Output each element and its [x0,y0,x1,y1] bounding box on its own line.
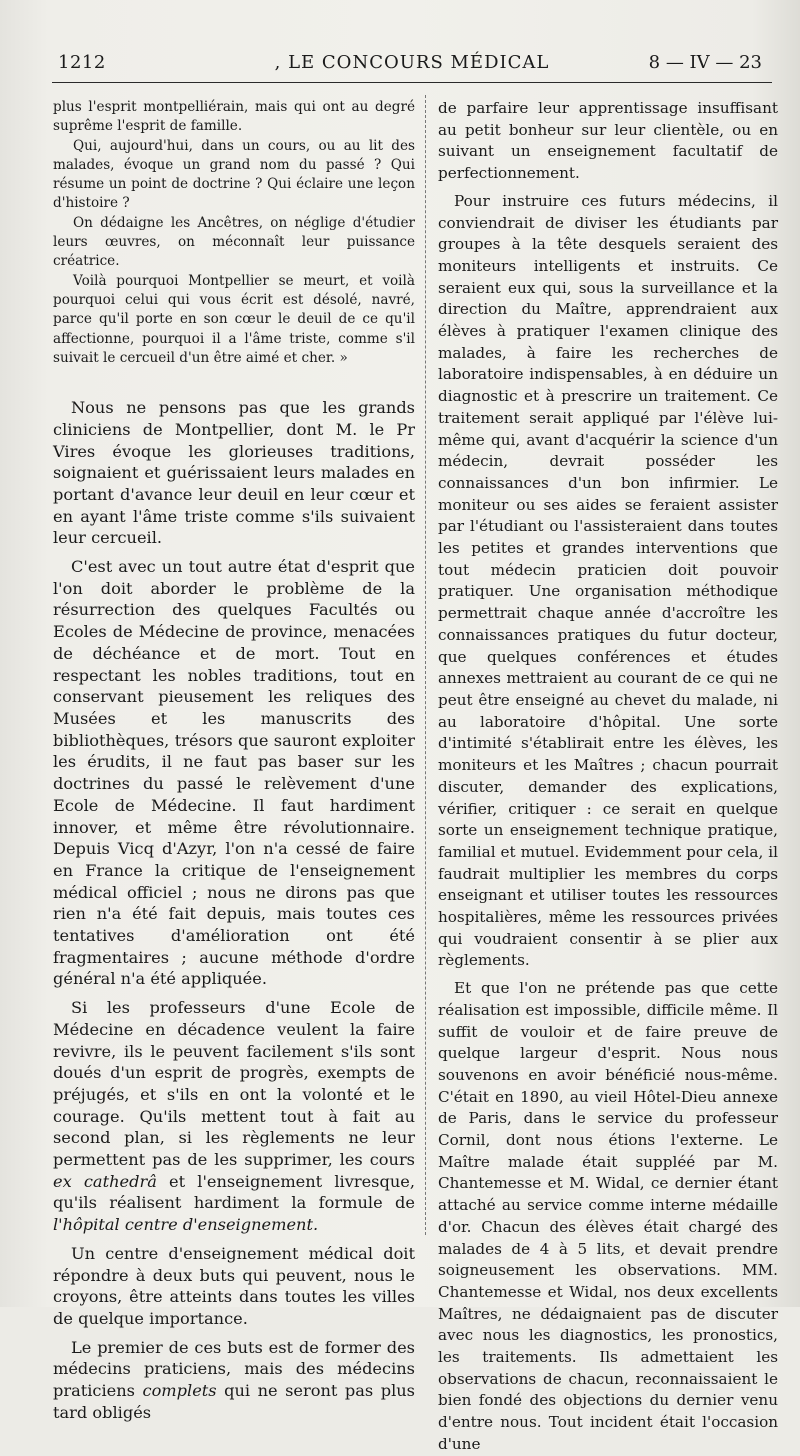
journal-title: , LE CONCOURS MÉDICAL [274,52,550,73]
body-paragraph: Le premier de ces buts est de former des médecins praticiens, mais des médecins praticiens complets qui ne seront pas plus tard obligés [53,1337,415,1422]
body-paragraph: Nous ne pensons pas que les grands cliniciens de Montpellier, dont M. le Pr Vires évoque les glorieuses traditions, soignaient et guérissaient leurs malades en portant d'avance leur deuil en leur cœur et en ayant l'âme triste comme s'ils suivaient leur cercueil. [53,398,415,548]
body-paragraph: Un centre d'enseignement médical doit répondre à deux buts qui peuvent, nous le croyons, être atteints dans toutes les villes de quelque importance. [53,1243,415,1328]
body-paragraph: de parfaire leur apprentissage insuffisant au petit bonheur sur leur clientèle, ou en suivant un enseignement facultatif de perfectionnement. [438,99,778,183]
quote-paragraph: Voilà pourquoi Montpellier se meurt, et voilà pourquoi celui qui vous écrit est désolé, navré, parce qu'il porte en son cœur le deuil de ce qu'il affectionne, pourquoi il a l'âme triste, comme s'il suivait le cercueil d'un être aimé et cher. » [53,272,415,366]
quoted-letter [53,98,415,368]
issue-date: 8 — IV — 23 [648,52,762,73]
body-paragraph: Si les professeurs d'une Ecole de Médecine en décadence veulent la faire revivre, ils le peuvent facilement s'ils sont doués d'un esprit de progrès, exempts de préjugés, et s'ils en ont la volonté et le courage. Qu'ils mettent tout à fait au second plan, si les règlements ne leur permettent pas de les supprimer, les cours ex cathedrâ et l'enseignement livresque, qu'ils réalisent hardiment la formule de l'hôpital centre d'enseignement. [53,998,415,1235]
page-number: 1212 [58,52,106,73]
left-column [53,98,415,1424]
body-paragraph: C'est avec un tout autre état d'esprit que l'on doit aborder le problème de la résurrection des quelques Facultés ou Ecoles de Médecine de province, menacées de déchéance et de mort. Tout en respectant les nobles traditions, tout en conservant pieusement les reliques des Musées et les manuscrits des bibliothèques, trésors que sauront exploiter les érudits, il ne faut pas baser sur les doctrines du passé le relèvement d'une Ecole de Médecine. Il faut hardiment innover, et même être révolutionnaire. Depuis Vicq d'Azyr, l'on n'a cessé de faire en France la critique de l'enseignement médical officiel ; nous ne dirons pas que rien n'a été fait depuis, mais toutes ces tentatives d'amélioration ont été fragmentaires ; aucune méthode d'ordre général n'a été appliquée. [53,557,415,989]
article-body-left [53,397,415,1423]
quote-paragraph: Qui, aujourd'hui, dans un cours, ou au lit des malades, évoque un grand nom du passé ? Qui résume un point de doctrine ? Qui éclaire une leçon d'histoire ? [53,137,415,212]
body-paragraph: Et que l'on ne prétende pas que cette réalisation est impossible, difficile même. Il suffit de vouloir et de faire preuve de quelque largeur d'esprit. Nous nous souvenons en avoir bénéficié nous-même. C'était en 1890, au vieil Hôtel-Dieu annexe de Paris, dans le service du professeur Cornil, dont nous étions l'externe. Le Maître malade était suppléé par M. Chantemesse et M. Widal, ce dernier étant attaché au service comme interne médaille d'or. Chacun des élèves était chargé des malades de 4 à 5 lits, et devait prendre soigneusement les observations. MM. Chantemesse et Widal, nos deux excellents Maîtres, ne dédaignaient pas de discuter avec nous les diagnostics, les pronostics, les traitements. Ils admettaient les observations de chacun, reconnaissaient le bien fondé des objections du dernier venu d'entre nous. Tout incident était l'occasion d'une [438,979,778,1453]
italic-phrase: complets [142,1381,217,1401]
italic-phrase: l'hôpital centre d'enseignement. [53,1215,319,1235]
body-paragraph: Pour instruire ces futurs médecins, il conviendrait de diviser les étudiants par groupes à la tête desquels seraient des moniteurs intelligents et instruits. Ce seraient eux qui, sous la surveillance et la direction du Maître, apprendraient aux élèves à pratiquer l'examen clinique des malades, à faire les recherches de laboratoire indispensables, à en déduire un diagnostic et à prescrire un traitement. Ce traitement serait appliqué par l'élève lui-même qui, avant d'acquérir la science d'un médecin, devrait posséder les connaissances d'un bon infirmier. Le moniteur ou ses aides se feraient assister par l'étudiant ou l'assisteraient dans toutes les petites et grandes interventions que tout médecin praticien doit pouvoir pratiquer. Une organisation méthodique permettrait chaque année d'accroître les connaissances pratiques du futur docteur, que quelques conférences et études annexes mettraient au courant de ce qui ne peut être enseigné au chevet du malade, ni au laboratoire d'hôpital. Une sorte d'intimité s'établirait entre les élèves, les moniteurs et les Maîtres ; chacun pourrait discuter, demander des explications, vérifier, critiquer : ce serait en quelque sorte un enseignement technique pratique, familial et mutuel. Evidemment pour cela, il faudrait multiplier les membres du corps enseignant et utiliser toutes les ressources hospitalières, même les ressources privées qui voudraient consentir à se plier aux règlements. [438,191,778,970]
italic-phrase: ex cathedrâ [53,1171,157,1191]
column-divider [425,95,426,1235]
right-column [438,98,778,1456]
page-header [52,50,772,80]
quote-paragraph: plus l'esprit montpelliérain, mais qui ont au degré suprême l'esprit de famille. [53,99,415,135]
header-rule [52,82,772,83]
quote-paragraph: On dédaigne les Ancêtres, on néglige d'étudier leurs œuvres, on méconnaît leur puissance créatrice. [53,214,415,270]
